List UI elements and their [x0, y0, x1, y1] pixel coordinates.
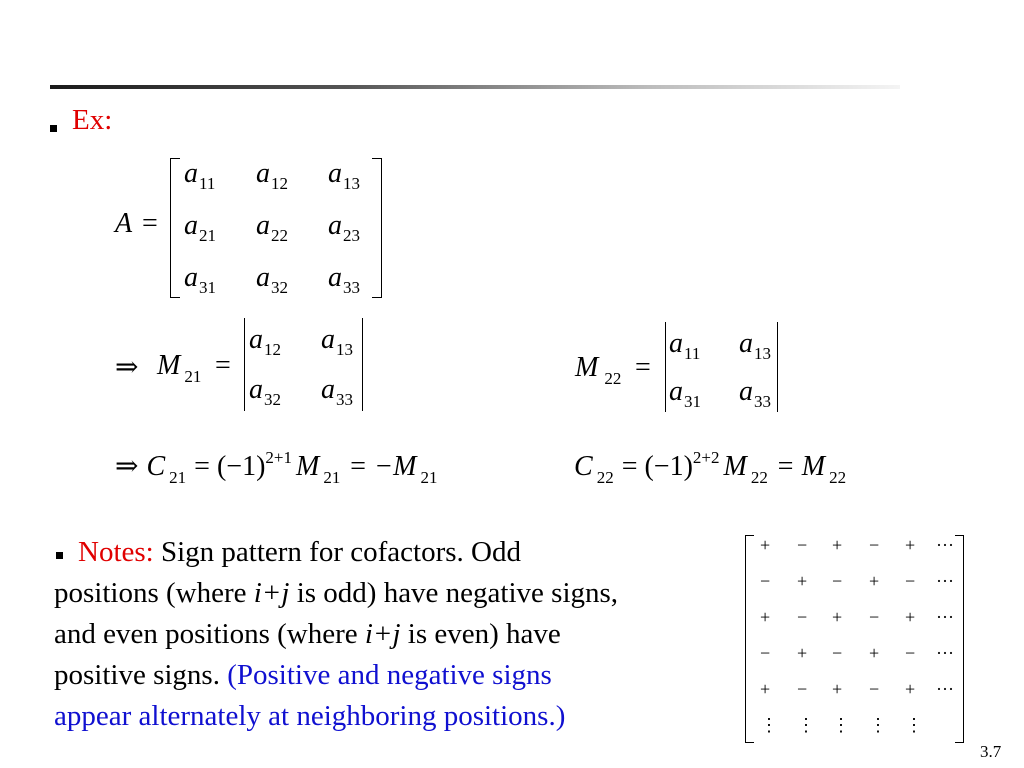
matrix-A-entry: $a_{31}$ — [184, 262, 216, 297]
sign-symbol: + — [832, 679, 843, 699]
minor-22-entry: $a_{31}$ — [669, 376, 701, 411]
sign-vdots: ⋮ — [797, 715, 815, 735]
sign-matrix-right-bracket — [955, 535, 964, 743]
minor-21-right-bar — [362, 318, 363, 411]
title-rule — [50, 85, 900, 89]
matrix-A-entry: $a_{13}$ — [328, 158, 360, 193]
notes-line-3: and even positions (where i+j is even) have — [54, 618, 561, 650]
matrix-A-entry: $a_{23}$ — [328, 210, 360, 245]
notes-line-5: appear alternately at neighboring positions.) — [54, 700, 566, 732]
matrix-A-entry: $a_{21}$ — [184, 210, 216, 245]
implies-arrow: ⇒ — [115, 352, 139, 383]
sign-symbol: + — [869, 643, 880, 663]
sign-symbol: − — [905, 643, 916, 663]
sign-symbol: + — [905, 607, 916, 627]
matrix-A-entry: $a_{32}$ — [256, 262, 288, 297]
minor-22-entry: $a_{33}$ — [739, 376, 771, 411]
minor-21-equals: = — [215, 350, 231, 381]
notes-paragraph — [54, 532, 734, 737]
sign-symbol: − — [832, 643, 843, 663]
example-label: Ex: — [72, 104, 113, 136]
sign-symbol: − — [760, 643, 771, 663]
matrix-A-right-bracket — [372, 158, 382, 298]
sign-ellipsis: ··· — [936, 643, 954, 663]
sign-symbol: − — [797, 679, 808, 699]
minor-22-entry: $a_{11}$ — [669, 328, 701, 363]
cofactor-22-equation: C 22 = (−1)2+2 M 22 = M 22 — [574, 448, 847, 487]
matrix-A-left-bracket — [170, 158, 180, 298]
minor-22-entry: $a_{13}$ — [739, 328, 771, 363]
sign-symbol: + — [797, 643, 808, 663]
minor-22-equals: = — [635, 352, 651, 383]
matrix-A-entry: $a_{11}$ — [184, 158, 216, 193]
sign-vdots: ⋮ — [832, 715, 850, 735]
sign-symbol: + — [905, 679, 916, 699]
notes-label: Notes: — [78, 536, 154, 568]
sign-symbol: + — [760, 679, 771, 699]
sign-vdots: ⋮ — [869, 715, 887, 735]
sign-symbol: + — [760, 607, 771, 627]
minor-22-left-bar — [665, 322, 666, 412]
sign-vdots: ⋮ — [905, 715, 923, 735]
cofactor-21-equation: ⇒ C 21 = (−1)2+1 M 21 = −M 21 — [115, 448, 438, 487]
sign-symbol: − — [760, 571, 771, 591]
minor-21-entry: $a_{32}$ — [249, 374, 281, 409]
matrix-A-equals: = — [142, 208, 158, 239]
implies-arrow-2: ⇒ — [115, 451, 139, 482]
minor-21-symbol: M $_{21}$ — [157, 350, 202, 386]
sign-symbol: + — [905, 535, 916, 555]
bullet-icon — [50, 125, 57, 132]
sign-symbol: − — [905, 571, 916, 591]
page-number: 3.7 — [980, 742, 1002, 761]
sign-ellipsis: ··· — [936, 607, 954, 627]
sign-symbol: − — [869, 607, 880, 627]
sign-symbol: + — [832, 535, 843, 555]
minor-22-symbol: M $_{22}$ — [575, 352, 622, 388]
sign-vdots: ⋮ — [760, 715, 778, 735]
minor-21-left-bar — [244, 318, 245, 411]
notes-line-4: positive signs. (Positive and negative signs — [54, 659, 552, 691]
matrix-A-entry: $a_{33}$ — [328, 262, 360, 297]
sign-symbol: + — [869, 571, 880, 591]
sign-symbol: − — [797, 607, 808, 627]
matrix-A-entry: $a_{22}$ — [256, 210, 288, 245]
minor-22-right-bar — [777, 322, 778, 412]
sign-ellipsis: ··· — [936, 571, 954, 591]
sign-ellipsis: ··· — [936, 679, 954, 699]
sign-symbol: − — [797, 535, 808, 555]
sign-symbol: + — [760, 535, 771, 555]
notes-line-1: Notes: Sign pattern for cofactors. Odd — [78, 536, 521, 568]
minor-21-entry: $a_{12}$ — [249, 324, 281, 359]
sign-symbol: − — [869, 679, 880, 699]
minor-21-entry: $a_{33}$ — [321, 374, 353, 409]
sign-symbol: + — [797, 571, 808, 591]
minor-21-entry: $a_{13}$ — [321, 324, 353, 359]
sign-symbol: − — [832, 571, 843, 591]
sign-matrix-left-bracket — [745, 535, 754, 743]
matrix-A-entry: $a_{12}$ — [256, 158, 288, 193]
sign-ellipsis: ··· — [936, 535, 954, 555]
matrix-A-name: A — [115, 208, 133, 239]
notes-line-2: positions (where i+j is odd) have negative signs, — [54, 577, 619, 609]
sign-symbol: − — [869, 535, 880, 555]
sign-symbol: + — [832, 607, 843, 627]
